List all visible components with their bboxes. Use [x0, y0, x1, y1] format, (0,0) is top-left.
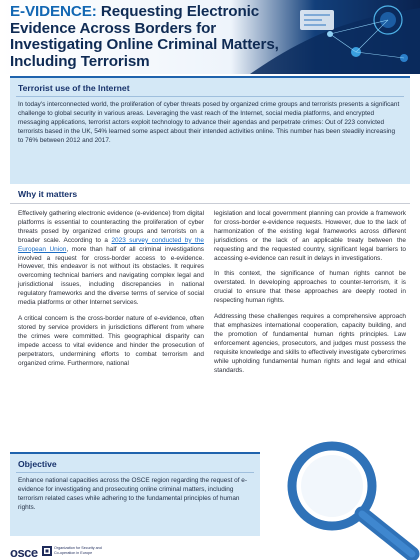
- objective-section: [10, 452, 260, 536]
- objective-heading: Objective: [18, 459, 57, 469]
- section-divider: [10, 203, 410, 204]
- terrorist-use-heading: Terrorist use of the Internet: [18, 83, 130, 93]
- osce-emblem-icon: [42, 546, 52, 556]
- why-paragraph-5: Addressing these challenges requires a comprehensive approach that emphasizes international cooperation, capacity building, and the promotion of fundamental human rights principles. Law enforcement agencies, prosecutors, and judges must possess the requisite knowledge and skills to effectively investigate cybercrimes while upholding fundamental human rights and legal and ethical standards.: [214, 313, 406, 374]
- title-rest: Requesting Electronic Evidence Across Borders for Investigating Online Criminal Matters, Including Terrorism: [10, 3, 279, 70]
- why-left-column: [18, 210, 204, 375]
- section-divider: [16, 96, 404, 97]
- magnifying-glass-icon: [262, 436, 420, 560]
- section-divider: [16, 472, 254, 473]
- eu-survey-link[interactable]: 2023 survey conducted by the European Union: [18, 236, 204, 253]
- why-it-matters-heading: Why it matters: [18, 189, 78, 199]
- why-paragraph-1: [18, 210, 204, 308]
- osce-footer: [10, 544, 210, 560]
- page-title: [10, 4, 300, 70]
- why-paragraph-1-start: Effectively gathering electronic evidence (e-evidence) from digital platforms is essential to counteracting the proliferation of cyber threats posed by organized crime groups and terrorists on a broader scale. According to a: [18, 210, 204, 244]
- osce-org-line-2: Co-operation in Europe: [54, 550, 93, 555]
- why-paragraph-4: In this context, the significance of human rights cannot be overstated. In developing approaches to counter-terrorism, it is crucial to ensure that these approaches are deeply rooted in respecting human rights.: [214, 270, 406, 305]
- why-right-column: [214, 210, 406, 382]
- why-paragraph-3: legislation and local government planning can provide a framework for cross-border e-evidence requests. However, due to the lack of harmonization of the existing legal frameworks across different jurisdictions or the lack of an applicable treaty between the requesting and the requested country, significant legal barriers to accessing e-evidence can result in delays in investigations.: [214, 210, 406, 262]
- osce-org-line-1: Organization for Security and: [54, 546, 102, 550]
- why-paragraph-1-end: , more than half of all criminal investigations involved a request for cross-border access to e-evidence. However, this endeavor is not without its obstacles. It requires overcoming technical barriers and navigating complex legal and jurisdictional issues, including discrepancies in national regulatory frameworks and the diverse terms of service of social media platforms or other Internet services.: [18, 245, 205, 307]
- objective-body: Enhance national capacities across the OSCE region regarding the request of e-evidence for investigating and prosecuting online criminal matters, including terrorism related cases while adhering to the fundamental principles of human rights.: [18, 477, 248, 511]
- osce-logo-text: osce: [10, 545, 38, 560]
- title-lead: E-VIDENCE:: [10, 3, 97, 20]
- hero-header: [0, 0, 420, 74]
- osce-org-name: [54, 546, 102, 555]
- why-paragraph-2: A critical concern is the cross-border nature of e-evidence, often stored by service providers in jurisdictions different from where the crimes were committed. This geographical disparity can impede access to vital evidence and hinder the prosecution of perpetrators, undermining efforts to combat terrorism and organized crime. Furthermore, national: [18, 314, 204, 367]
- terrorist-use-section: [10, 76, 410, 184]
- terrorist-use-body: In today's interconnected world, the proliferation of cyber threats posed by organized crime groups and terrorists presents a significant challenge to global security in various areas. Leveraging the vast reach of the Internet, social media platforms, and encrypted messaging applications, terrorist actors exploit technology to advance their agendas and perpetrate crimes: Out of 223 convicted terrorists based in the UK, 54% learned some aspect about their intended activities online. This number has been steadily increasing to 76% between 2012 and 2017.: [18, 101, 400, 144]
- why-it-matters-header: [10, 186, 410, 204]
